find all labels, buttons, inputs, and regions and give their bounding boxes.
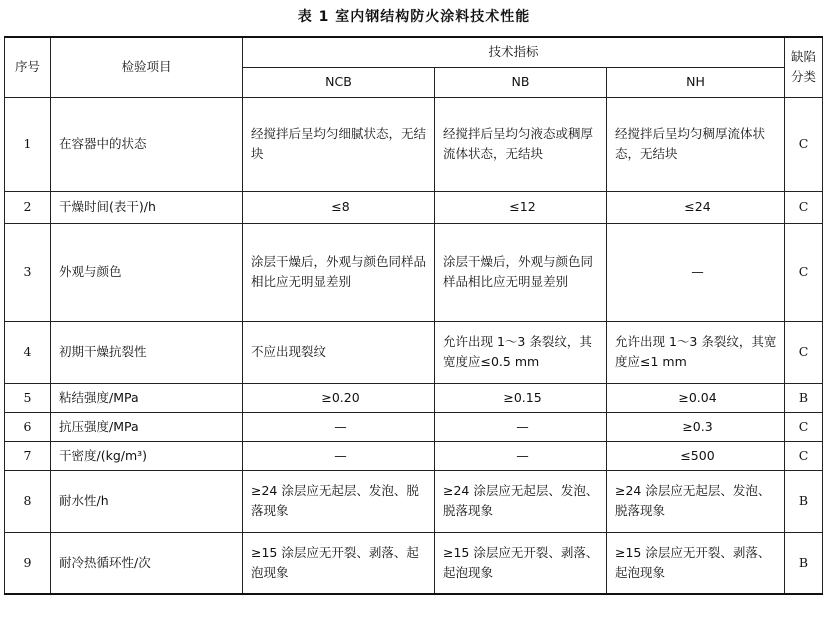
table-caption: 表 1 室内钢结构防火涂料技术性能	[297, 9, 531, 25]
row-nh: ≥0.04	[607, 383, 785, 412]
row-ncb: 涂层干燥后，外观与颜色同样品相比应无明显差别	[243, 223, 435, 321]
row-ncb: ≥24 涂层应无起层、发泡、脱落现象	[243, 470, 435, 532]
header-tech: 技术指标	[243, 37, 785, 67]
row-class: C	[785, 441, 823, 470]
spec-table	[4, 36, 823, 595]
row-nh: ≥0.3	[607, 412, 785, 441]
row-nb: —	[435, 441, 607, 470]
table-row	[5, 412, 823, 441]
table-row	[5, 470, 823, 532]
row-no: 5	[5, 383, 51, 412]
row-no: 3	[5, 223, 51, 321]
row-class: C	[785, 412, 823, 441]
row-no: 9	[5, 532, 51, 594]
header-item: 检验项目	[51, 37, 243, 97]
table-row	[5, 97, 823, 191]
row-no: 7	[5, 441, 51, 470]
table-row	[5, 532, 823, 594]
row-no: 2	[5, 191, 51, 223]
table-row	[5, 441, 823, 470]
row-item: 外观与颜色	[51, 223, 243, 321]
table-row	[5, 191, 823, 223]
row-item: 干燥时间(表干)/h	[51, 191, 243, 223]
row-ncb: ≥15 涂层应无开裂、剥落、起泡现象	[243, 532, 435, 594]
row-nh: ≤24	[607, 191, 785, 223]
row-ncb: ≥0.20	[243, 383, 435, 412]
row-item: 抗压强度/MPa	[51, 412, 243, 441]
row-no: 8	[5, 470, 51, 532]
header-row-top	[5, 37, 823, 67]
row-class: B	[785, 470, 823, 532]
row-nh: ≤500	[607, 441, 785, 470]
row-class: C	[785, 321, 823, 383]
header-nb: NB	[435, 67, 607, 97]
row-no: 1	[5, 97, 51, 191]
row-class: C	[785, 223, 823, 321]
row-item: 耐水性/h	[51, 470, 243, 532]
row-no: 4	[5, 321, 51, 383]
table-row	[5, 321, 823, 383]
row-class: C	[785, 191, 823, 223]
row-nb: 经搅拌后呈均匀液态或稠厚流体状态，无结块	[435, 97, 607, 191]
row-nh: ≥24 涂层应无起层、发泡、脱落现象	[607, 470, 785, 532]
row-ncb: 不应出现裂纹	[243, 321, 435, 383]
row-item: 初期干燥抗裂性	[51, 321, 243, 383]
table-row	[5, 223, 823, 321]
header-class: 缺陷分类	[785, 37, 823, 97]
row-ncb: ≤8	[243, 191, 435, 223]
row-class: B	[785, 383, 823, 412]
header-ncb: NCB	[243, 67, 435, 97]
row-ncb: —	[243, 441, 435, 470]
header-no: 序号	[5, 37, 51, 97]
row-nh: ≥15 涂层应无开裂、剥落、起泡现象	[607, 532, 785, 594]
row-nb: 允许出现 1～3 条裂纹，其宽度应≤0.5 mm	[435, 321, 607, 383]
header-nh: NH	[607, 67, 785, 97]
row-class: B	[785, 532, 823, 594]
row-nb: ≥24 涂层应无起层、发泡、脱落现象	[435, 470, 607, 532]
row-item: 干密度/(kg/m³)	[51, 441, 243, 470]
row-nb: ≤12	[435, 191, 607, 223]
row-no: 6	[5, 412, 51, 441]
row-nb: ≥15 涂层应无开裂、剥落、起泡现象	[435, 532, 607, 594]
row-nh: 允许出现 1～3 条裂纹，其宽度应≤1 mm	[607, 321, 785, 383]
row-nb: 涂层干燥后，外观与颜色同样品相比应无明显差别	[435, 223, 607, 321]
row-item: 在容器中的状态	[51, 97, 243, 191]
row-nh: —	[607, 223, 785, 321]
row-class: C	[785, 97, 823, 191]
row-nh: 经搅拌后呈均匀稠厚流体状态，无结块	[607, 97, 785, 191]
row-nb: —	[435, 412, 607, 441]
table-row	[5, 383, 823, 412]
row-ncb: —	[243, 412, 435, 441]
row-nb: ≥0.15	[435, 383, 607, 412]
row-item: 耐冷热循环性/次	[51, 532, 243, 594]
row-ncb: 经搅拌后呈均匀细腻状态，无结块	[243, 97, 435, 191]
row-item: 粘结强度/MPa	[51, 383, 243, 412]
